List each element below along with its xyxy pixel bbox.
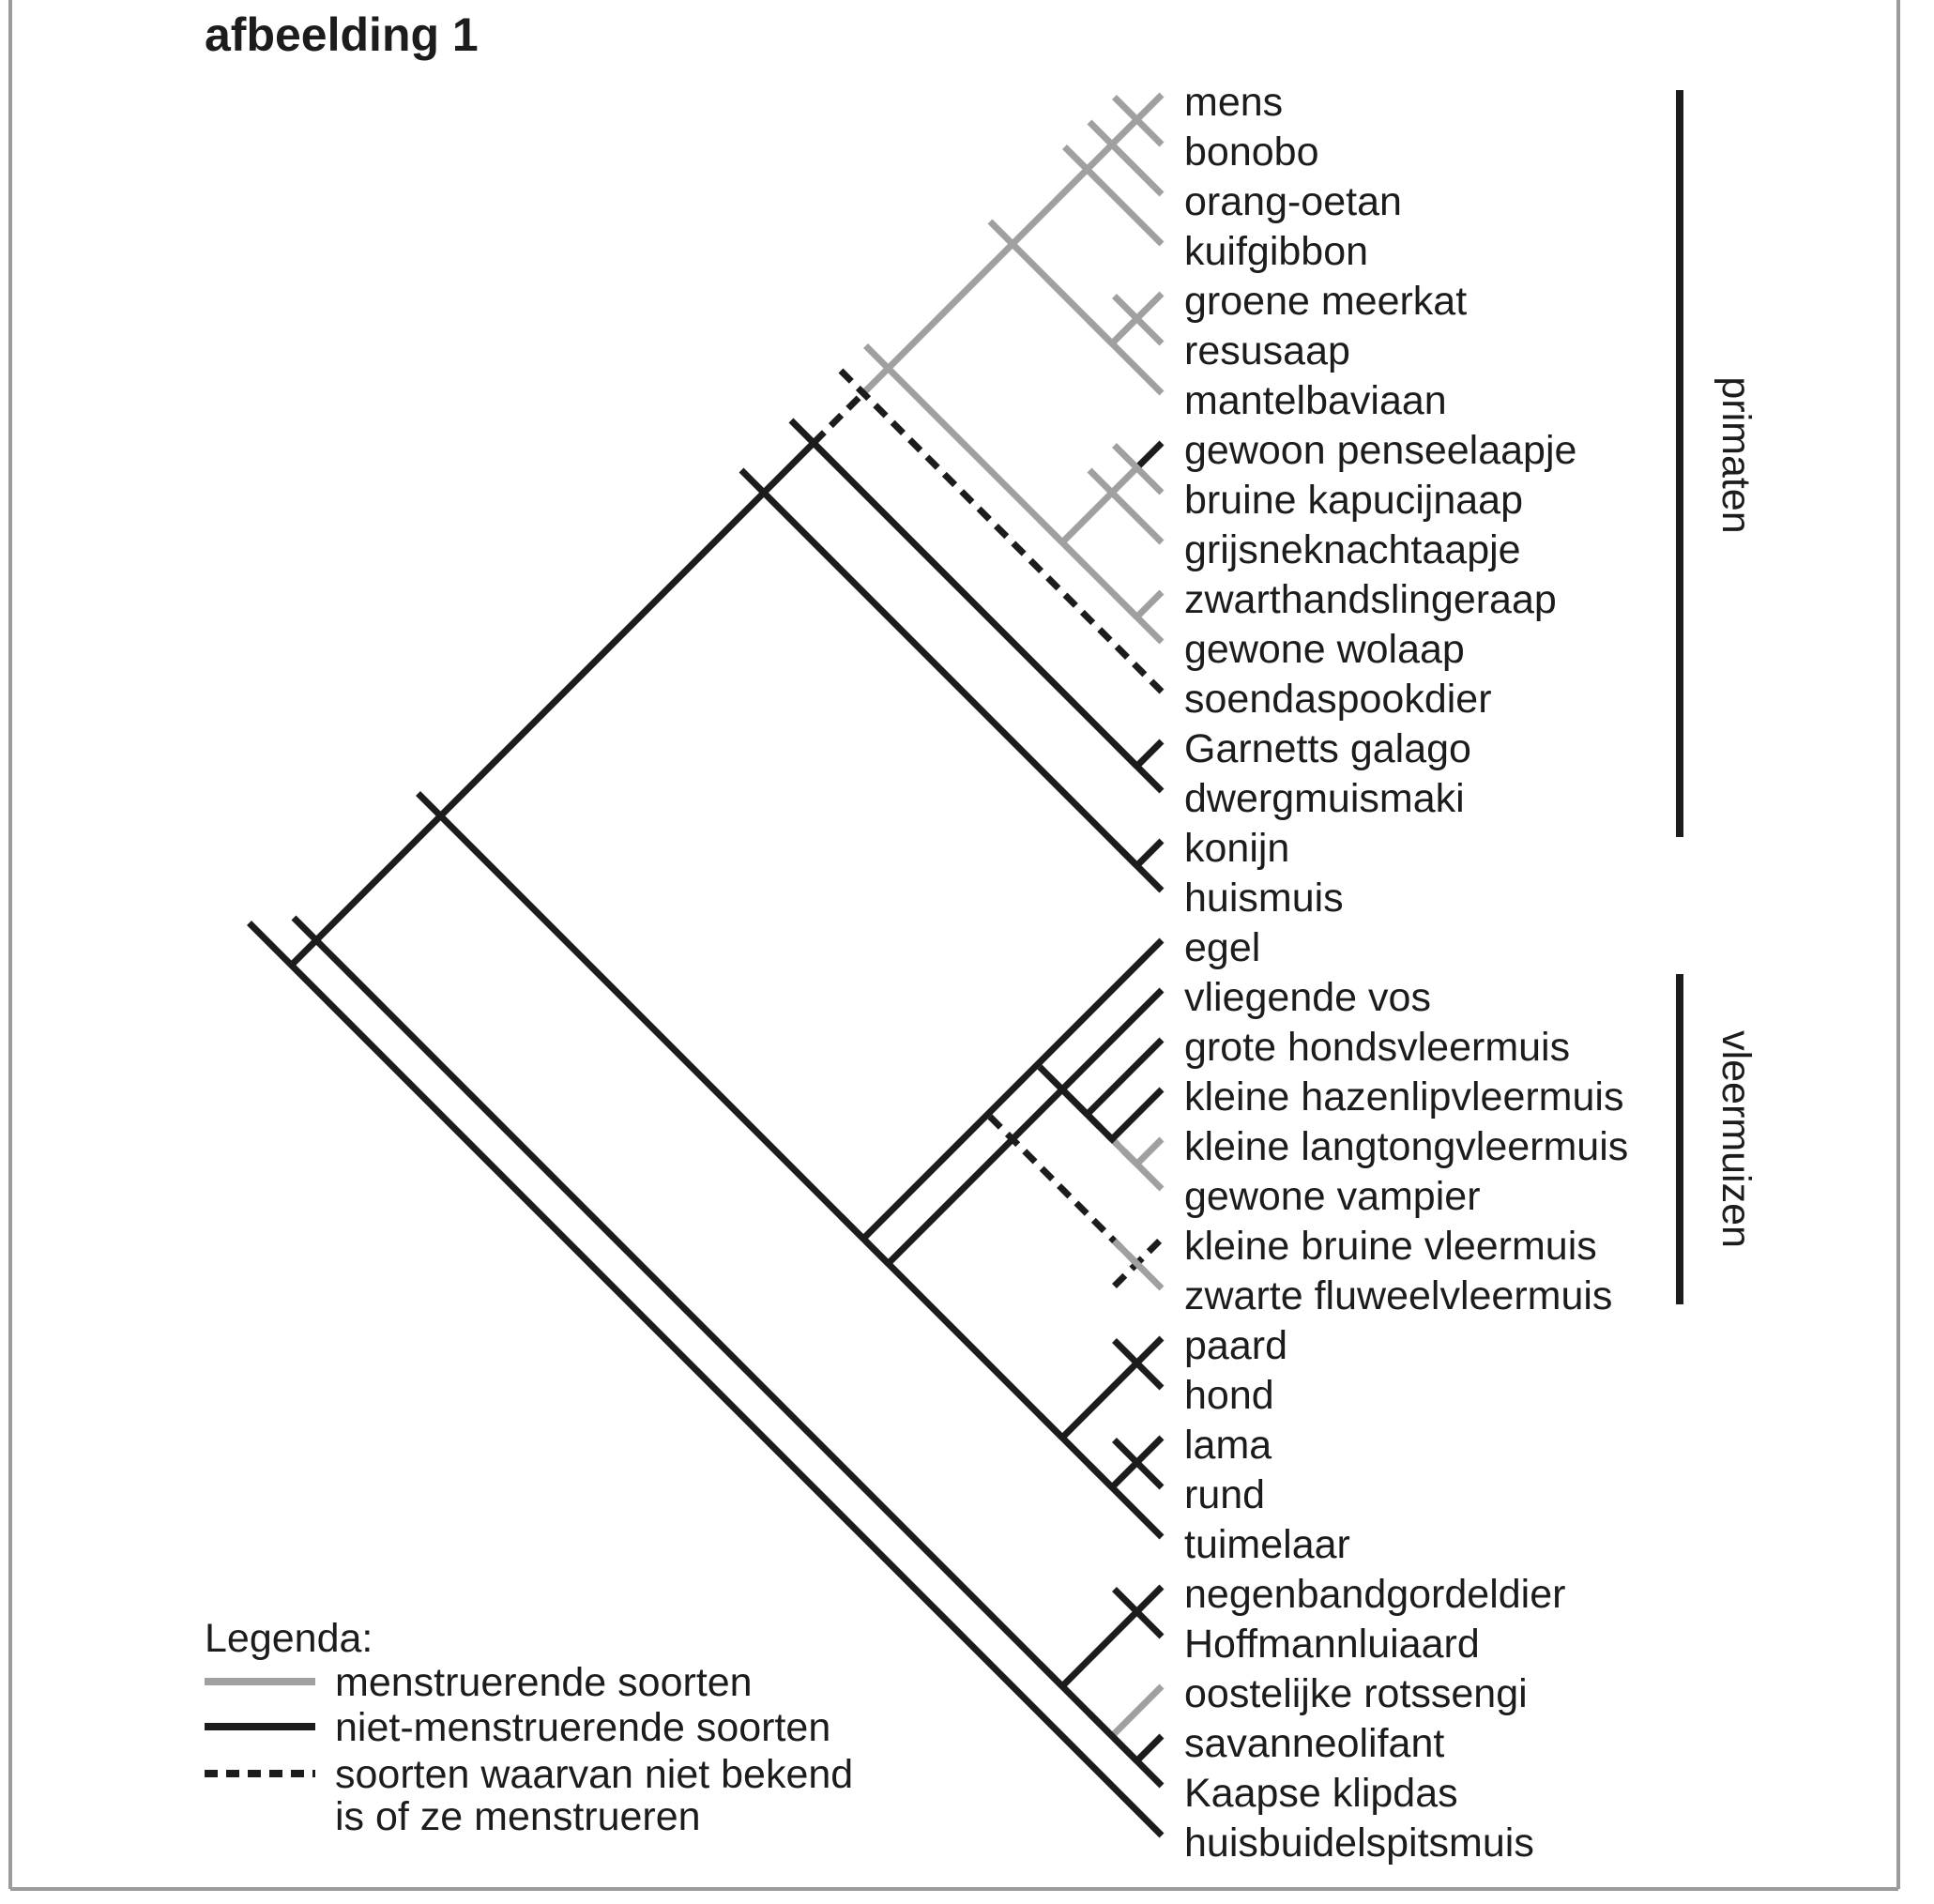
legend-label-0: menstruerende soorten	[335, 1660, 753, 1705]
tree-branch-segment	[1062, 990, 1162, 1089]
species-label-paard: paard	[1184, 1323, 1287, 1368]
tree-branch-segment	[1062, 1612, 1137, 1687]
species-label-mens: mens	[1184, 80, 1284, 125]
tree-branch-segment	[1137, 95, 1163, 120]
species-label-kaapse-klipdas: Kaapse klipdas	[1184, 1771, 1458, 1816]
tree-branch-segment	[866, 346, 1063, 543]
figure-title: afbeelding 1	[205, 8, 479, 61]
tree-branch-segment	[1112, 1463, 1137, 1488]
tree-branch-segment	[1065, 147, 1163, 245]
species-label-groene-meerkat: groene meerkat	[1184, 279, 1468, 324]
tree-branch-segment	[791, 420, 1137, 767]
species-label-resusaap: resusaap	[1184, 328, 1350, 373]
species-label-kuifgibbon: kuifgibbon	[1184, 229, 1369, 274]
species-label-hond: hond	[1184, 1373, 1274, 1418]
tree-branch-segment	[1137, 443, 1163, 468]
species-label-grijsneknachtaapje: grijsneknachtaapje	[1184, 527, 1521, 572]
tree-branch-segment	[1137, 1736, 1163, 1761]
tree-branch-segment	[1112, 319, 1137, 344]
species-label-soendaspookdier: soendaspookdier	[1184, 677, 1492, 722]
species-label-garnetts-galago: Garnetts galago	[1184, 726, 1471, 771]
tree-branch-segment	[1088, 145, 1113, 170]
species-label-vliegende-vos: vliegende vos	[1184, 975, 1431, 1020]
species-label-mantelbaviaan: mantelbaviaan	[1184, 378, 1447, 423]
tree-branch-segment	[866, 1241, 1063, 1439]
species-label-zwarte-fluweelvleermuis: zwarte fluweelvleermuis	[1184, 1273, 1613, 1318]
tree-branch-segment	[863, 369, 889, 394]
tree-branch-segment	[1137, 1139, 1163, 1165]
tree-branch-segment	[1112, 1686, 1162, 1736]
tree-branch-segment	[1013, 170, 1088, 245]
species-label-bonobo: bonobo	[1184, 129, 1319, 175]
species-label-negenbandgordeldier: negenbandgordeldier	[1184, 1572, 1566, 1617]
tree-branch-segment	[419, 794, 864, 1240]
legend-title: Legenda:	[205, 1616, 373, 1661]
tree-branch-segment	[863, 940, 1162, 1239]
tree-branch-segment	[1062, 493, 1112, 542]
tree-branch-segment	[1137, 294, 1163, 319]
species-label-bruine-kapucijnaap: bruine kapucijnaap	[1184, 478, 1523, 523]
species-label-hoffmannluiaard: Hoffmannluiaard	[1184, 1622, 1480, 1667]
species-label-zwarthandslingeraap: zwarthandslingeraap	[1184, 577, 1557, 622]
tree-branch-segment	[841, 371, 1162, 692]
tree-branch-segment	[316, 816, 441, 941]
species-label-tuimelaar: tuimelaar	[1184, 1522, 1350, 1567]
tree-branch-segment	[1137, 1587, 1163, 1612]
species-label-huismuis: huismuis	[1184, 876, 1344, 921]
species-label-gewoon-penseelaapje: gewoon penseelaapje	[1184, 428, 1577, 473]
legend-label-3: is of ze menstrueren	[335, 1794, 701, 1839]
tree-branch-segment	[441, 493, 765, 816]
legend-label-2: soorten waarvan niet bekend	[335, 1752, 854, 1797]
tree-branch-segment	[1112, 468, 1137, 494]
tree-branch-segment	[1137, 1438, 1163, 1463]
tree-branch-segment	[1137, 1338, 1163, 1363]
species-label-orang-oetan: orang-oetan	[1184, 179, 1402, 224]
species-label-kleine-langtongvleermuis: kleine langtongvleermuis	[1184, 1124, 1629, 1169]
species-label-gewone-vampier: gewone vampier	[1184, 1174, 1481, 1219]
tree-branch-segment	[889, 244, 1013, 369]
species-label-kleine-bruine-vleermuis: kleine bruine vleermuis	[1184, 1224, 1597, 1269]
legend-label-1: niet-menstruerende soorten	[335, 1705, 831, 1750]
species-label-huisbuidelspitsmuis: huisbuidelspitsmuis	[1184, 1820, 1534, 1866]
group-label-vleermuizen: vleermuizen	[1713, 1030, 1759, 1248]
tree-branch-segment	[1112, 1089, 1162, 1139]
species-label-kleine-hazenlipvleermuis: kleine hazenlipvleermuis	[1184, 1074, 1624, 1120]
group-label-primaten: primaten	[1713, 376, 1759, 534]
tree-branch-segment	[292, 940, 317, 966]
tree-branch-segment	[1013, 1089, 1062, 1139]
tree-branch-segment	[294, 918, 1062, 1686]
tree-branch-segment	[990, 221, 1112, 343]
species-label-rund: rund	[1184, 1472, 1266, 1517]
species-label-dwergmuismaki: dwergmuismaki	[1184, 776, 1465, 821]
tree-branch-segment	[1137, 592, 1163, 617]
tree-branch-segment	[1062, 1363, 1137, 1439]
tree-branch-segment	[1112, 120, 1137, 145]
tree-branch-segment	[764, 443, 814, 493]
tree-branch-segment	[1137, 741, 1163, 767]
species-label-savanneolifant: savanneolifant	[1184, 1721, 1445, 1766]
species-label-konijn: konijn	[1184, 826, 1290, 871]
tree-branch-segment	[889, 1139, 1013, 1264]
tree-branch-segment	[814, 393, 863, 443]
species-label-egel: egel	[1184, 925, 1261, 970]
species-label-oostelijke-rotssengi: oostelijke rotssengi	[1184, 1671, 1528, 1716]
tree-branch-segment	[1137, 841, 1163, 866]
species-label-gewone-wolaap: gewone wolaap	[1184, 627, 1465, 672]
species-label-lama: lama	[1184, 1423, 1272, 1468]
species-label-grote-hondsvleermuis: grote hondsvleermuis	[1184, 1025, 1571, 1070]
